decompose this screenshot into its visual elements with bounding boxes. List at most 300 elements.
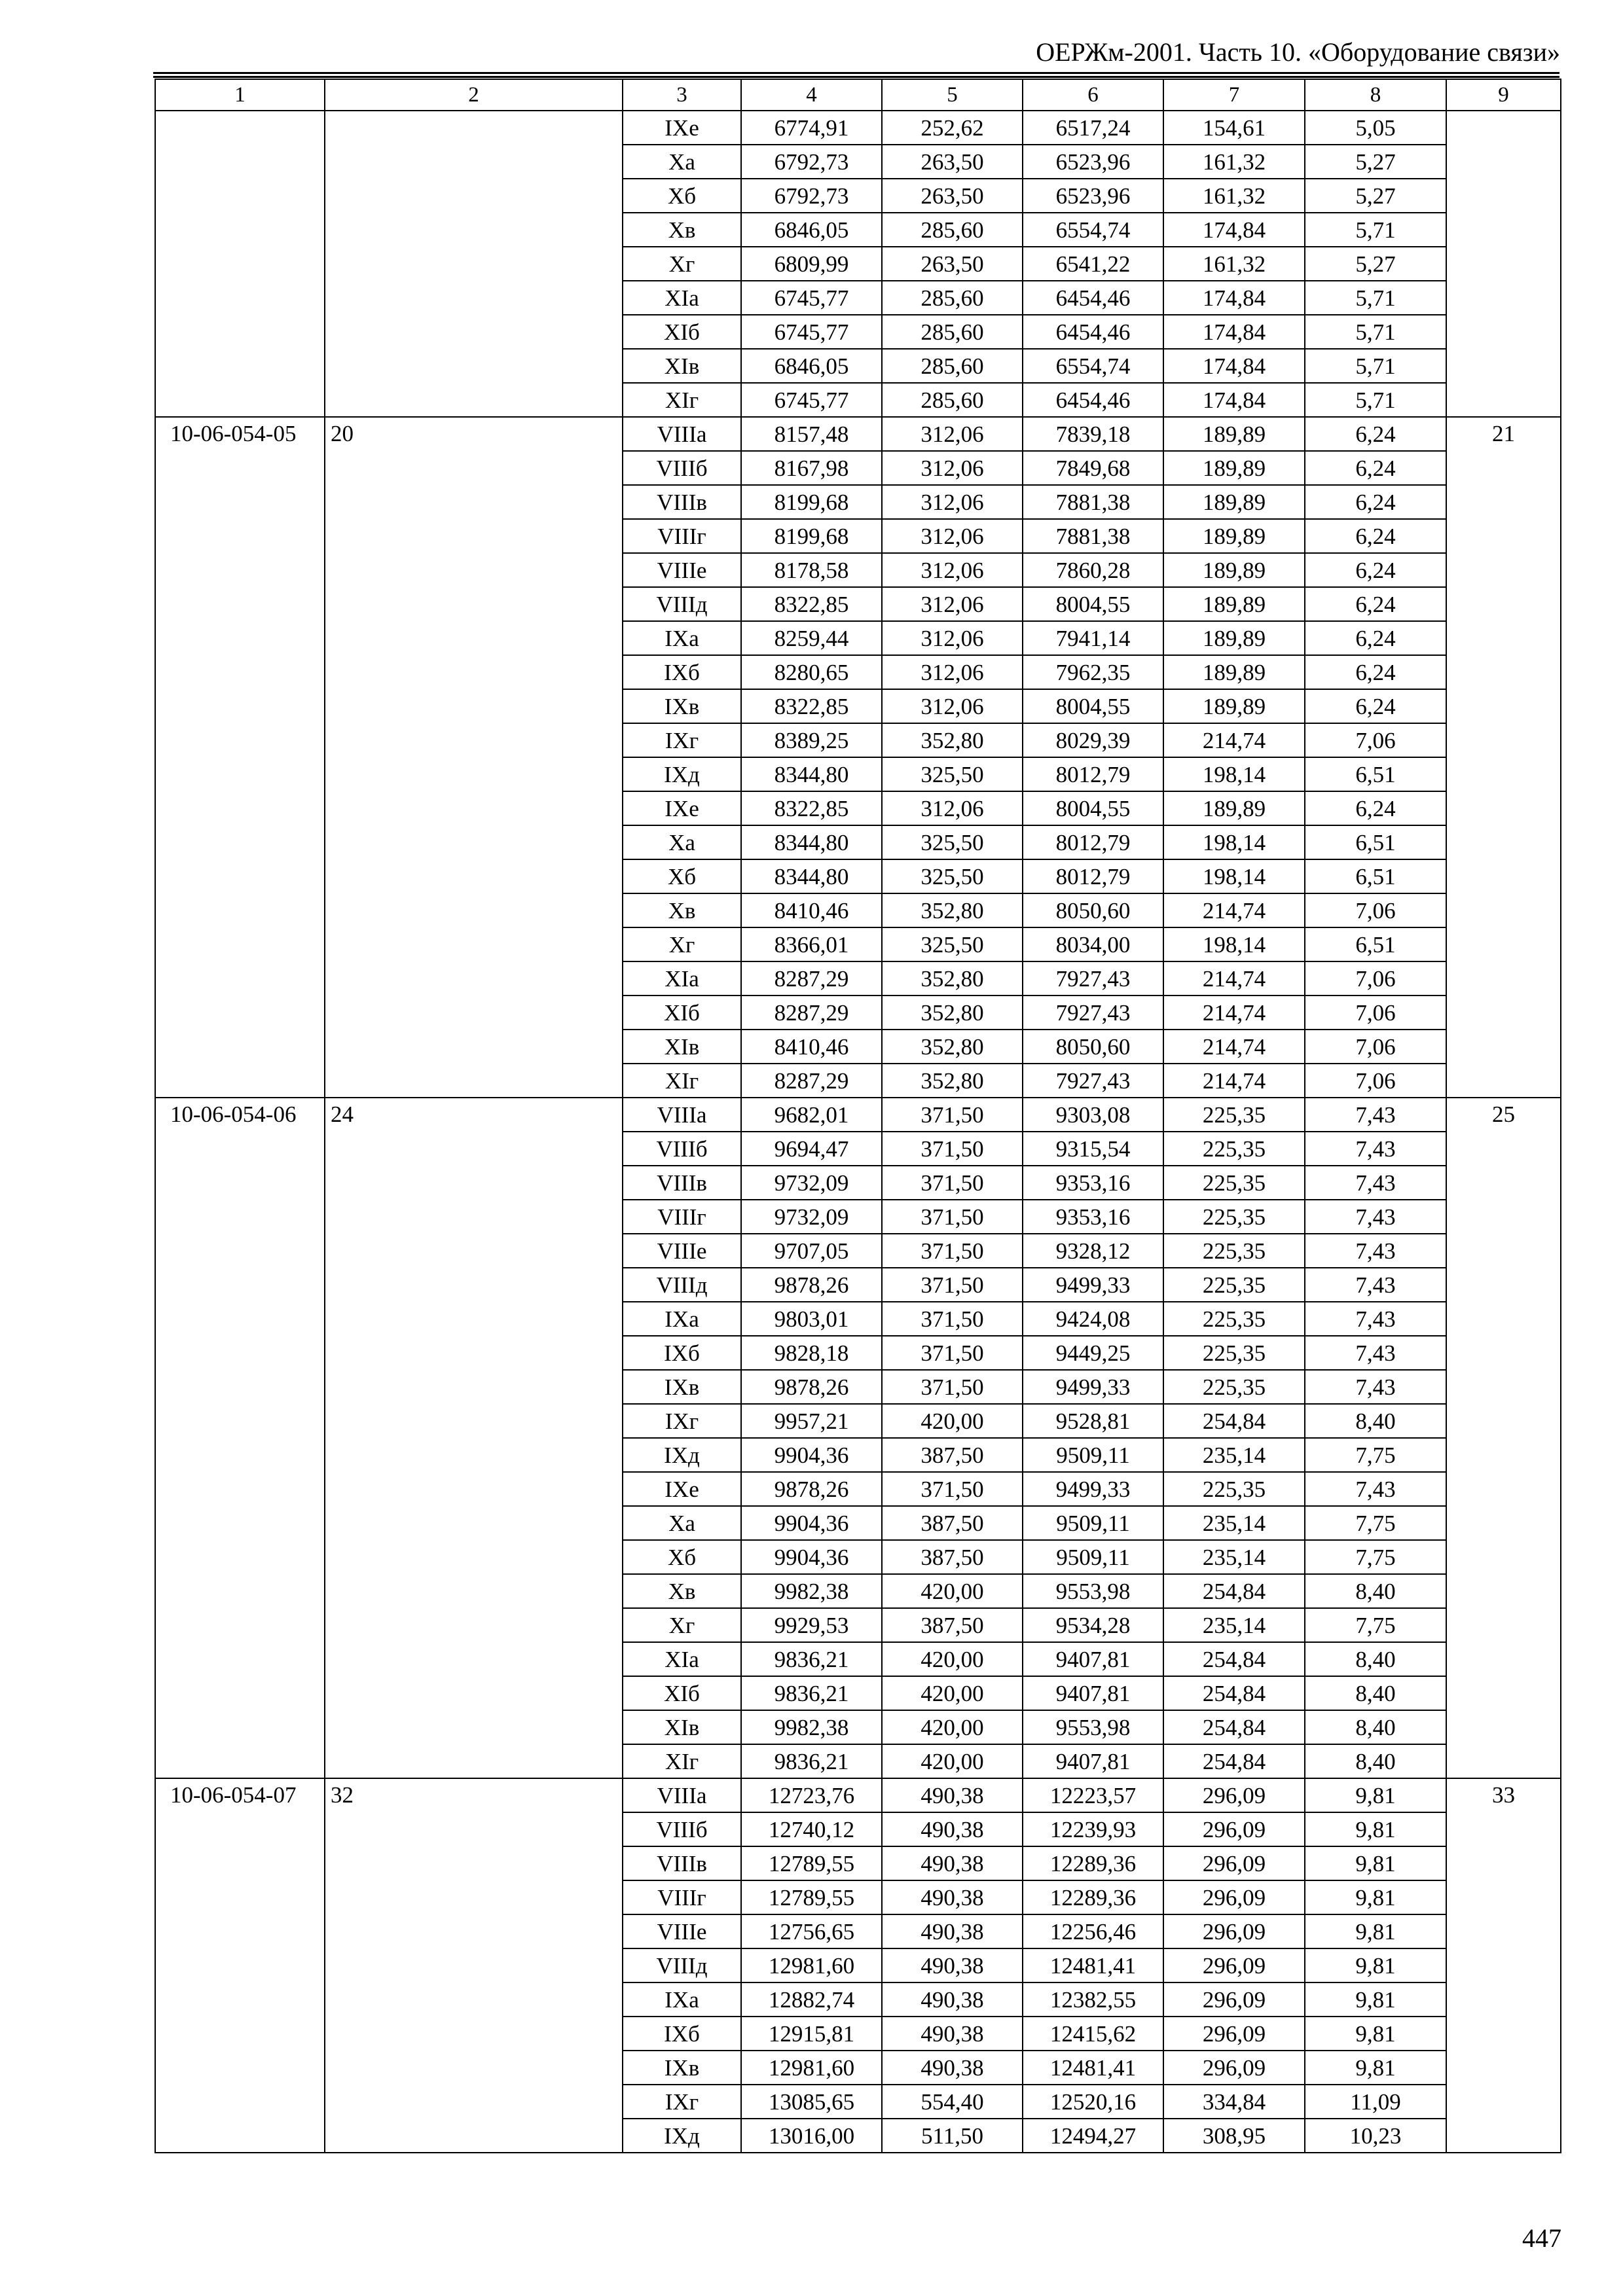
value-cell: 308,95 [1163,2119,1305,2153]
value-cell: 312,06 [882,587,1023,621]
value-cell: 9982,38 [741,1710,882,1744]
value-cell: 6,24 [1305,587,1446,621]
value-cell: 8344,80 [741,757,882,791]
value-cell: 12740,12 [741,1812,882,1846]
value-cell: 12981,60 [741,1948,882,1982]
value-cell: 9904,36 [741,1540,882,1574]
value-cell: 7860,28 [1023,553,1163,587]
value-cell: 6,51 [1305,859,1446,893]
value-cell: 12382,55 [1023,1982,1163,2017]
value-cell: 254,84 [1163,1574,1305,1608]
value-cell: 285,60 [882,281,1023,315]
zone-cell: Xa [623,1506,741,1540]
value-cell: 198,14 [1163,859,1305,893]
value-cell: 11,09 [1305,2085,1446,2119]
value-cell: 9407,81 [1023,1642,1163,1676]
value-cell: 263,50 [882,179,1023,213]
value-cell: 225,35 [1163,1132,1305,1166]
value-cell: 9509,11 [1023,1438,1163,1472]
value-cell: 312,06 [882,689,1023,723]
zone-cell: Xв [623,1574,741,1608]
value-cell: 490,38 [882,1846,1023,1880]
value-cell: 9878,26 [741,1370,882,1404]
value-cell: 174,84 [1163,315,1305,349]
value-cell: 387,50 [882,1608,1023,1642]
value-cell: 9,81 [1305,1880,1446,1914]
column-number: 6 [1023,79,1163,111]
value-cell: 6523,96 [1023,145,1163,179]
value-cell: 9,81 [1305,1812,1446,1846]
value-cell: 511,50 [882,2119,1023,2153]
value-cell: 12223,57 [1023,1778,1163,1812]
value-cell: 9528,81 [1023,1404,1163,1438]
value-cell: 8,40 [1305,1574,1446,1608]
value-cell: 312,06 [882,553,1023,587]
value-cell: 9,81 [1305,2051,1446,2085]
zone-cell: XIб [623,996,741,1030]
value-cell: 8389,25 [741,723,882,757]
value-cell: 7,43 [1305,1132,1446,1166]
zone-cell: Xг [623,247,741,281]
zone-cell: IXв [623,689,741,723]
value-cell: 6745,77 [741,281,882,315]
value-cell: 8157,48 [741,417,882,451]
zone-cell: XIб [623,315,741,349]
value-cell: 5,27 [1305,247,1446,281]
rate-value: 32 [325,1778,623,2153]
value-cell: 161,32 [1163,179,1305,213]
value-cell: 189,89 [1163,519,1305,553]
value-cell: 371,50 [882,1268,1023,1302]
value-cell: 189,89 [1163,655,1305,689]
value-cell: 254,84 [1163,1710,1305,1744]
rate-code: 10-06-054-06 [155,1098,325,1778]
value-cell: 214,74 [1163,723,1305,757]
value-cell: 312,06 [882,485,1023,519]
value-cell: 12789,55 [741,1880,882,1914]
column-number: 2 [325,79,623,111]
value-cell: 7,43 [1305,1268,1446,1302]
table-row [155,1098,1561,1132]
value-cell: 296,09 [1163,2051,1305,2085]
value-cell: 8004,55 [1023,791,1163,825]
column-number: 1 [155,79,325,111]
value-cell: 420,00 [882,1574,1023,1608]
value-cell: 7881,38 [1023,519,1163,553]
value-cell: 312,06 [882,451,1023,485]
value-cell: 371,50 [882,1336,1023,1370]
value-cell: 387,50 [882,1506,1023,1540]
zone-cell: XIв [623,1030,741,1064]
value-cell: 6,24 [1305,791,1446,825]
value-cell: 296,09 [1163,1846,1305,1880]
value-cell: 198,14 [1163,825,1305,859]
zone-cell: XIб [623,1676,741,1710]
value-cell: 5,27 [1305,179,1446,213]
value-cell: 6,24 [1305,451,1446,485]
value-cell: 12494,27 [1023,2119,1163,2153]
zone-cell: IXв [623,1370,741,1404]
value-cell: 7,43 [1305,1200,1446,1234]
value-cell: 8,40 [1305,1642,1446,1676]
value-cell: 371,50 [882,1166,1023,1200]
value-cell: 371,50 [882,1200,1023,1234]
value-cell: 9509,11 [1023,1506,1163,1540]
value-cell: 9694,47 [741,1132,882,1166]
value-cell: 8004,55 [1023,587,1163,621]
value-cell: 254,84 [1163,1676,1305,1710]
value-cell: 7,75 [1305,1608,1446,1642]
zone-cell: XIг [623,383,741,417]
value-cell: 9828,18 [741,1336,882,1370]
zone-cell: Xб [623,179,741,213]
value-cell: 225,35 [1163,1200,1305,1234]
value-cell: 174,84 [1163,349,1305,383]
value-cell: 325,50 [882,757,1023,791]
value-cell: 296,09 [1163,2017,1305,2051]
value-cell: 325,50 [882,859,1023,893]
zone-cell: XIг [623,1744,741,1778]
value-cell: 174,84 [1163,281,1305,315]
value-cell: 225,35 [1163,1166,1305,1200]
zone-cell: Xв [623,213,741,247]
value-cell: 8287,29 [741,1064,882,1098]
value-cell: 174,84 [1163,213,1305,247]
value-cell: 7,43 [1305,1472,1446,1506]
value-cell: 7881,38 [1023,485,1163,519]
value-cell: 263,50 [882,247,1023,281]
value-cell: 8,40 [1305,1404,1446,1438]
value-cell: 6554,74 [1023,213,1163,247]
value-cell: 12256,46 [1023,1914,1163,1948]
value-cell: 6,24 [1305,655,1446,689]
value-cell: 189,89 [1163,417,1305,451]
zone-cell: XIв [623,1710,741,1744]
zone-cell: VIIIб [623,1812,741,1846]
value-cell: 189,89 [1163,621,1305,655]
value-cell: 5,27 [1305,145,1446,179]
value-cell: 490,38 [882,2017,1023,2051]
zone-cell: XIa [623,961,741,996]
value-cell: 225,35 [1163,1472,1305,1506]
zone-cell: VIIIд [623,1948,741,1982]
value-cell: 352,80 [882,893,1023,927]
value-cell: 285,60 [882,213,1023,247]
value-cell: 490,38 [882,1880,1023,1914]
value-cell: 9836,21 [741,1642,882,1676]
value-cell: 8259,44 [741,621,882,655]
value-cell: 9328,12 [1023,1234,1163,1268]
value-cell: 9,81 [1305,1914,1446,1948]
value-cell: 7,43 [1305,1370,1446,1404]
value-cell: 189,89 [1163,485,1305,519]
value-cell: 8,40 [1305,1710,1446,1744]
zone-cell: XIa [623,1642,741,1676]
value-cell: 254,84 [1163,1642,1305,1676]
value-cell: 161,32 [1163,145,1305,179]
value-cell: 420,00 [882,1676,1023,1710]
value-cell: 6,51 [1305,927,1446,961]
value-cell: 285,60 [882,349,1023,383]
value-cell: 6,51 [1305,825,1446,859]
value-cell: 5,71 [1305,383,1446,417]
value-cell: 12882,74 [741,1982,882,2017]
value-cell: 10,23 [1305,2119,1446,2153]
value-cell: 325,50 [882,927,1023,961]
value-cell: 5,71 [1305,349,1446,383]
value-cell: 12981,60 [741,2051,882,2085]
zone-cell: IXe [623,111,741,145]
value-cell: 8034,00 [1023,927,1163,961]
value-cell: 12756,65 [741,1914,882,1948]
rate-code: 10-06-054-05 [155,417,325,1098]
zone-cell: IXд [623,757,741,791]
value-cell: 8004,55 [1023,689,1163,723]
zone-cell: Xв [623,893,741,927]
value-cell: 6,24 [1305,553,1446,587]
value-cell: 8287,29 [741,961,882,996]
value-cell: 9707,05 [741,1234,882,1268]
value-cell: 7927,43 [1023,1064,1163,1098]
value-cell: 8012,79 [1023,825,1163,859]
zone-cell: Xб [623,1540,741,1574]
value-cell: 214,74 [1163,893,1305,927]
value-cell: 6454,46 [1023,383,1163,417]
value-cell: 8344,80 [741,859,882,893]
value-cell: 334,84 [1163,2085,1305,2119]
value-cell: 12723,76 [741,1778,882,1812]
column-number: 5 [882,79,1023,111]
value-cell: 420,00 [882,1744,1023,1778]
value-cell: 9499,33 [1023,1268,1163,1302]
value-cell: 352,80 [882,1030,1023,1064]
value-cell: 371,50 [882,1132,1023,1166]
column-number: 8 [1305,79,1446,111]
value-cell: 9534,28 [1023,1608,1163,1642]
zone-cell: VIIIe [623,553,741,587]
value-cell: 189,89 [1163,587,1305,621]
value-cell: 7,75 [1305,1506,1446,1540]
value-cell: 312,06 [882,655,1023,689]
value-cell: 296,09 [1163,1880,1305,1914]
value-cell: 9682,01 [741,1098,882,1132]
value-cell: 9424,08 [1023,1302,1163,1336]
value-cell: 8199,68 [741,519,882,553]
value-cell: 371,50 [882,1302,1023,1336]
value-cell: 9449,25 [1023,1336,1163,1370]
price-table [155,79,1561,2153]
value-cell: 6,24 [1305,417,1446,451]
value-cell: 8366,01 [741,927,882,961]
value-cell: 7839,18 [1023,417,1163,451]
value-cell: 9904,36 [741,1438,882,1472]
zone-cell: IXe [623,1472,741,1506]
value-cell: 9732,09 [741,1166,882,1200]
value-cell: 6809,99 [741,247,882,281]
value-cell: 9836,21 [741,1744,882,1778]
value-cell: 7,43 [1305,1166,1446,1200]
value-cell: 554,40 [882,2085,1023,2119]
value-cell: 13085,65 [741,2085,882,2119]
value-cell: 9,81 [1305,1846,1446,1880]
value-cell: 352,80 [882,723,1023,757]
zone-cell: IXe [623,791,741,825]
value-cell: 7,43 [1305,1302,1446,1336]
value-cell: 7927,43 [1023,996,1163,1030]
value-cell: 9353,16 [1023,1200,1163,1234]
value-cell: 8410,46 [741,1030,882,1064]
zone-cell: XIв [623,349,741,383]
value-cell: 7,43 [1305,1234,1446,1268]
zone-cell: Xг [623,927,741,961]
value-cell: 6554,74 [1023,349,1163,383]
value-cell: 12289,36 [1023,1846,1163,1880]
value-cell: 8322,85 [741,689,882,723]
value-cell: 6,24 [1305,519,1446,553]
price-table-body [155,79,1561,2153]
value-cell: 254,84 [1163,1404,1305,1438]
value-cell: 387,50 [882,1540,1023,1574]
table-row [155,1778,1561,1812]
value-cell: 12520,16 [1023,2085,1163,2119]
column-number: 9 [1446,79,1561,111]
value-cell: 9,81 [1305,2017,1446,2051]
value-cell: 7,43 [1305,1336,1446,1370]
value-cell: 8050,60 [1023,893,1163,927]
value-cell: 312,06 [882,791,1023,825]
value-cell: 8,40 [1305,1676,1446,1710]
value-cell: 387,50 [882,1438,1023,1472]
value-cell: 420,00 [882,1404,1023,1438]
value-cell: 225,35 [1163,1302,1305,1336]
value-cell: 225,35 [1163,1370,1305,1404]
zone-cell: VIIIa [623,417,741,451]
zone-cell: VIIIв [623,1166,741,1200]
column-number: 3 [623,79,741,111]
value-cell: 9407,81 [1023,1744,1163,1778]
value-cell: 6792,73 [741,145,882,179]
zone-cell: IXг [623,1404,741,1438]
value-cell: 6541,22 [1023,247,1163,281]
zone-cell: IXa [623,1302,741,1336]
value-cell: 235,14 [1163,1506,1305,1540]
value-cell: 352,80 [882,996,1023,1030]
value-cell: 9,81 [1305,1982,1446,2017]
value-cell: 352,80 [882,1064,1023,1098]
value-cell: 9878,26 [741,1472,882,1506]
zone-cell: IXa [623,621,741,655]
value-cell: 9353,16 [1023,1166,1163,1200]
value-cell: 296,09 [1163,1812,1305,1846]
zone-cell: XIa [623,281,741,315]
zone-cell: VIIIг [623,1880,741,1914]
zone-cell: VIIIв [623,485,741,519]
zone-cell: Xa [623,145,741,179]
rate-code [155,111,325,417]
value-cell: 296,09 [1163,1778,1305,1812]
running-header: ОЕРЖм-2001. Часть 10. «Оборудование связи» [1036,37,1560,67]
value-cell: 312,06 [882,519,1023,553]
value-cell: 6774,91 [741,111,882,145]
zone-cell: IXб [623,1336,741,1370]
zone-cell: VIIIa [623,1778,741,1812]
value-cell: 7,75 [1305,1438,1446,1472]
column-number: 7 [1163,79,1305,111]
value-cell: 312,06 [882,417,1023,451]
zone-cell: IXг [623,2085,741,2119]
value-cell: 12789,55 [741,1846,882,1880]
value-cell: 8012,79 [1023,757,1163,791]
zone-cell: Xг [623,1608,741,1642]
value-cell: 296,09 [1163,1948,1305,1982]
value-cell: 7,06 [1305,961,1446,996]
value-cell: 7,43 [1305,1098,1446,1132]
rate-value [325,111,623,417]
value-cell: 8322,85 [741,587,882,621]
zone-cell: VIIIa [623,1098,741,1132]
value-cell: 7962,35 [1023,655,1163,689]
value-cell: 189,89 [1163,689,1305,723]
zone-cell: IXд [623,2119,741,2153]
value-cell: 6846,05 [741,213,882,247]
value-cell: 6454,46 [1023,281,1163,315]
value-cell: 225,35 [1163,1268,1305,1302]
value-cell: 9904,36 [741,1506,882,1540]
zone-cell: IXд [623,1438,741,1472]
value-cell: 371,50 [882,1098,1023,1132]
zone-cell: Xa [623,825,741,859]
zone-cell: VIIIб [623,1132,741,1166]
column-9-value: 33 [1446,1778,1561,2153]
zone-cell: Xб [623,859,741,893]
zone-cell: VIIIг [623,519,741,553]
zone-cell: VIIIe [623,1234,741,1268]
value-cell: 214,74 [1163,1064,1305,1098]
header-rule-top [153,72,1559,74]
value-cell: 9,81 [1305,1948,1446,1982]
value-cell: 8199,68 [741,485,882,519]
value-cell: 7,06 [1305,893,1446,927]
value-cell: 490,38 [882,1948,1023,1982]
value-cell: 8410,46 [741,893,882,927]
zone-cell: VIIIв [623,1846,741,1880]
column-number: 4 [741,79,882,111]
value-cell: 9878,26 [741,1268,882,1302]
value-cell: 9929,53 [741,1608,882,1642]
zone-cell: VIIIe [623,1914,741,1948]
value-cell: 9982,38 [741,1574,882,1608]
value-cell: 296,09 [1163,1914,1305,1948]
value-cell: 490,38 [882,1812,1023,1846]
value-cell: 8029,39 [1023,723,1163,757]
value-cell: 154,61 [1163,111,1305,145]
zone-cell: VIIIб [623,451,741,485]
value-cell: 254,84 [1163,1744,1305,1778]
value-cell: 7,06 [1305,723,1446,757]
column-9-value [1446,111,1561,417]
value-cell: 8050,60 [1023,1030,1163,1064]
value-cell: 214,74 [1163,961,1305,996]
zone-cell: VIIIг [623,1200,741,1234]
value-cell: 189,89 [1163,791,1305,825]
value-cell: 225,35 [1163,1336,1305,1370]
table-row [155,417,1561,451]
value-cell: 8287,29 [741,996,882,1030]
value-cell: 420,00 [882,1642,1023,1676]
value-cell: 7927,43 [1023,961,1163,996]
value-cell: 6792,73 [741,179,882,213]
zone-cell: VIIIд [623,1268,741,1302]
